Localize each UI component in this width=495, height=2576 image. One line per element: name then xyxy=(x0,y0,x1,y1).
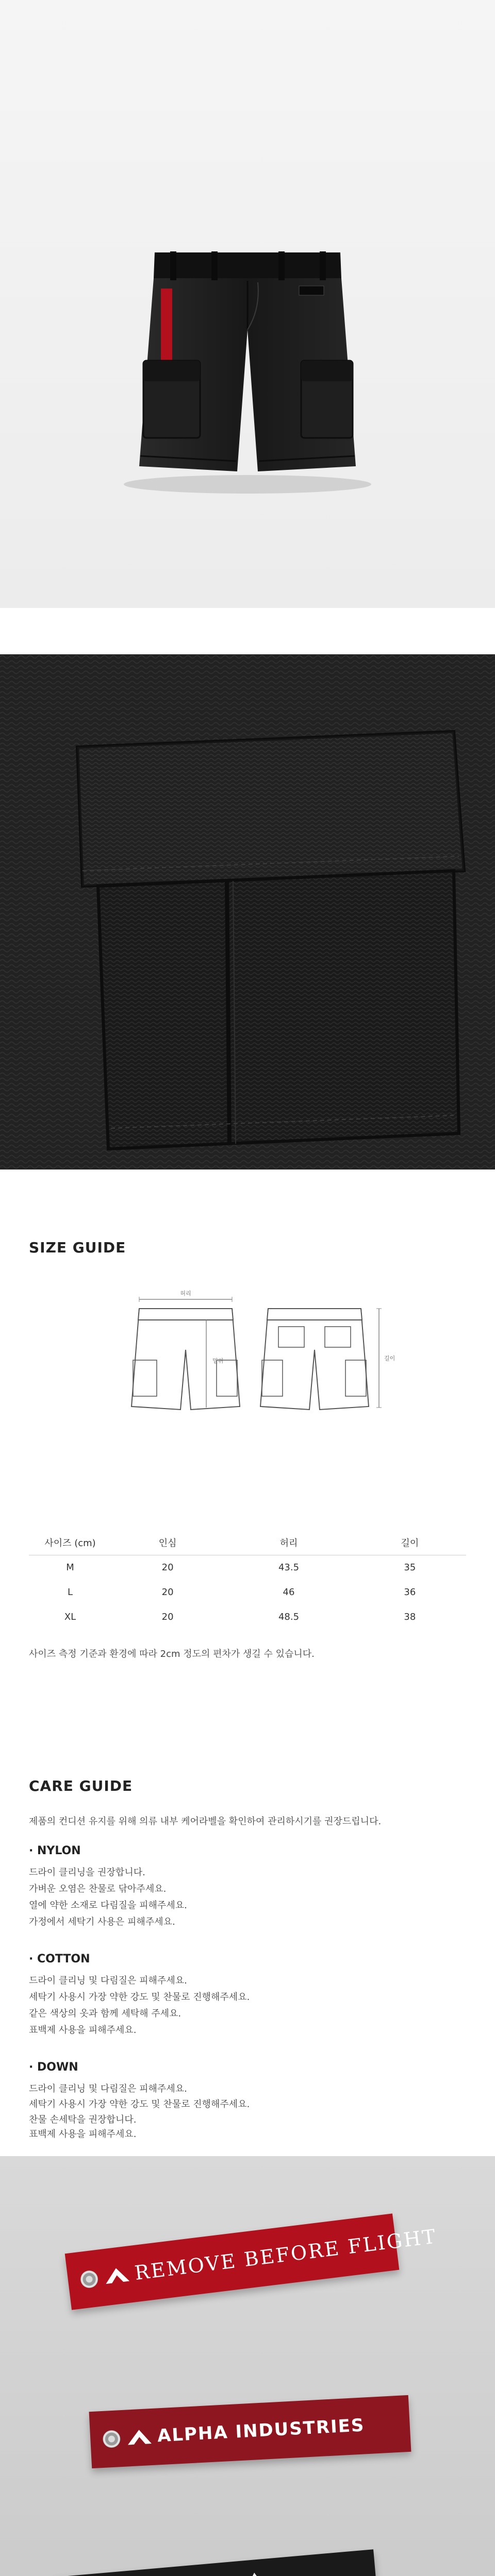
care-section-nylon-label: · NYLON xyxy=(29,1844,81,1857)
care-guide-title: CARE GUIDE xyxy=(29,1777,133,1794)
size-diagram xyxy=(93,1288,402,1443)
size-table-header-cell: 길이 xyxy=(354,1530,466,1555)
care-line: 찬물 손세탁을 권장합니다. xyxy=(29,2114,137,2125)
size-cell: 20 xyxy=(161,1611,174,1622)
product-photo-shorts xyxy=(0,0,495,608)
size-cell: 35 xyxy=(404,1562,416,1573)
care-guide-intro: 제품의 컨디션 유지를 위해 의류 내부 케어라벨을 확인하여 관리하시기를 권장드립니다. xyxy=(29,1816,382,1827)
diagram-label-height: 길이 xyxy=(384,1355,395,1362)
size-cell: L xyxy=(67,1586,73,1598)
size-table-header xyxy=(29,1530,466,1555)
care-line: 표백제 사용을 피해주세요. xyxy=(29,2129,137,2140)
tag-remove-before-flight xyxy=(65,2213,438,2310)
shorts-illustration xyxy=(0,0,495,608)
table-row xyxy=(29,1580,466,1604)
care-line: 가벼운 오염은 찬물로 닦아주세요. xyxy=(29,1884,167,1894)
care-line: 세탁기 사용시 가장 약한 강도 및 찬물로 진행해주세요. xyxy=(29,1992,250,2003)
diagram-label-width: 허리 xyxy=(180,1290,191,1297)
size-cell: 36 xyxy=(404,1586,416,1598)
care-line: 드라이 클리닝을 권장합니다. xyxy=(29,1867,145,1878)
care-line: 드라이 클리닝 및 다림질은 피해주세요. xyxy=(29,2083,187,2094)
care-line: 드라이 클리닝 및 다림질은 피해주세요. xyxy=(29,1975,187,1986)
size-cell: 20 xyxy=(161,1562,174,1573)
care-line: 표백제 사용을 피해주세요. xyxy=(29,2025,137,2036)
care-section-cotton-label: · COTTON xyxy=(29,1953,90,1965)
table-row xyxy=(29,1604,466,1629)
size-table-header-cell: 허리 xyxy=(224,1530,353,1555)
alpha-logo-icon xyxy=(103,2266,131,2286)
tag-alpha-industries xyxy=(89,2395,411,2468)
size-cell: 46 xyxy=(283,1586,295,1598)
diagram-label-thigh: 밑위 xyxy=(212,1358,224,1364)
size-note: 사이즈 측정 기준과 환경에 따라 2cm 정도의 편차가 생길 수 있습니다. xyxy=(29,1649,315,1659)
tag-korea xyxy=(55,2549,378,2576)
size-guide-title: SIZE GUIDE xyxy=(29,1239,126,1256)
product-detail-photo-pocket xyxy=(0,654,495,1170)
ribbon-tags-photo xyxy=(0,2156,495,2576)
care-line: 같은 색상의 옷과 함께 세탁해 주세요. xyxy=(29,2008,182,2019)
size-cell: 48.5 xyxy=(278,1611,300,1622)
size-cell: M xyxy=(66,1562,74,1573)
alpha-logo-icon xyxy=(126,2428,153,2447)
tag-text-alpha-industries: ALPHA INDUSTRIES xyxy=(157,2415,366,2447)
care-line: 열에 약한 소재로 다림질을 피해주세요. xyxy=(29,1900,187,1911)
tag-text-remove-before-flight: REMOVE BEFORE FLIGHT xyxy=(133,2225,438,2284)
care-line: 세탁기 사용시 가장 약한 강도 및 찬물로 진행해주세요. xyxy=(29,2099,250,2110)
size-table-header-cell: 인심 xyxy=(111,1530,224,1555)
size-cell: 38 xyxy=(404,1611,416,1622)
care-line: 가정에서 세탁기 사용은 피해주세요. xyxy=(29,1917,175,1927)
size-table-header-cell: 사이즈 (cm) xyxy=(29,1530,111,1555)
pocket-closeup-illustration xyxy=(0,654,495,1170)
size-table xyxy=(29,1530,466,1629)
care-section-down-label: · DOWN xyxy=(29,2061,78,2074)
size-cell: 20 xyxy=(161,1586,174,1598)
table-row xyxy=(29,1555,466,1580)
size-cell: 43.5 xyxy=(278,1562,300,1573)
size-cell: XL xyxy=(64,1611,76,1622)
